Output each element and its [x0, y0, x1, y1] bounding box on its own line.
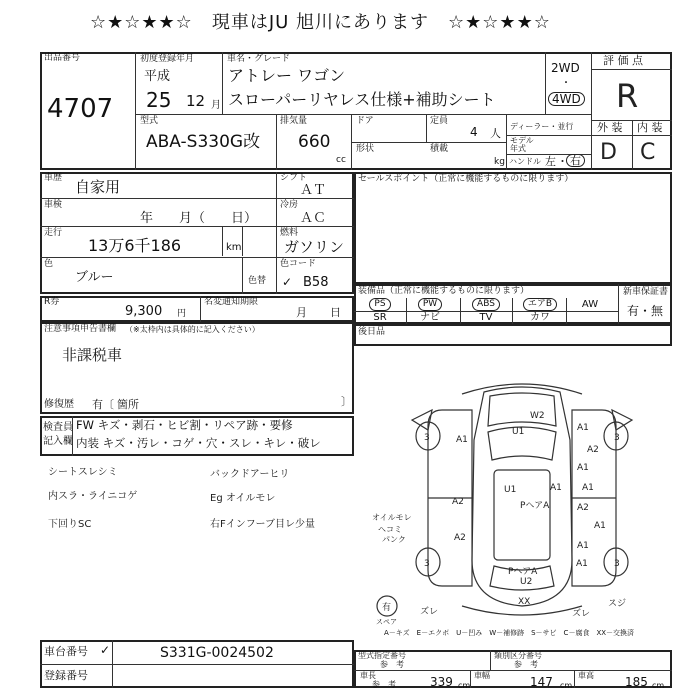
diagram-mark: ズレ	[572, 609, 591, 619]
color-change-label: 色替	[248, 276, 267, 286]
divider	[135, 114, 591, 115]
equip-ps-circled: PS	[369, 298, 390, 311]
fuel-value: ガソリン	[284, 238, 345, 256]
displacement-unit: cc	[336, 155, 346, 165]
remark-1: シートスレシミ	[48, 467, 118, 478]
car-name-line1: アトレー ワゴン	[228, 66, 346, 85]
diagram-mark: オイルモレ	[372, 513, 412, 522]
divider	[351, 142, 506, 143]
diagram-mark: PヘアA	[508, 567, 538, 577]
divider	[490, 650, 491, 670]
car-name-line2: スローパーリヤレス仕様+補助シート	[228, 90, 496, 109]
remark-5: Eg オイルモレ	[210, 493, 276, 504]
diagram-mark: A1	[577, 423, 589, 433]
diagram-mark: PヘアA	[520, 501, 550, 511]
diagram-mark: A1	[456, 435, 468, 445]
diagram-mark: A2	[587, 445, 599, 455]
hood	[488, 393, 556, 426]
chassis-check: ✓	[100, 643, 111, 657]
car-name-label: 車名・グレード	[227, 54, 291, 64]
diagram-mark: ズレ	[420, 607, 439, 617]
diagram-mark: A2	[577, 503, 589, 513]
usage-label: 車歴	[44, 173, 63, 183]
divider	[222, 52, 223, 114]
equip-airbag-circled: エアB	[523, 298, 557, 311]
color-code-value: B58	[303, 275, 329, 290]
lot-number: 4707	[47, 94, 114, 124]
divider	[406, 298, 407, 324]
reg-label: 登録番号	[44, 669, 88, 682]
divider	[200, 296, 201, 322]
lot-label: 出品番号	[44, 53, 81, 63]
rating-interior-label: 内 装	[637, 121, 663, 134]
divider	[591, 69, 672, 70]
new-warranty-label: 新車保証書	[623, 287, 669, 297]
notes-label: 注意事項申告書欄	[44, 324, 117, 334]
diagram-mark: スジ	[608, 599, 627, 609]
model-value: ABA-S330G改	[146, 132, 261, 152]
equip-airbag	[518, 298, 562, 311]
repair-value: 有〔	[92, 398, 114, 411]
divider	[566, 298, 567, 324]
divider	[40, 198, 354, 199]
rating-interior: C	[640, 140, 656, 165]
spec-length-unit: cm	[458, 681, 471, 690]
inspector-row2: 内装 キズ・汚レ・コゲ・穴・スレ・キレ・破レ	[76, 436, 321, 450]
spec-length-label: 車長	[360, 671, 376, 680]
handle-dot: ・	[557, 155, 568, 168]
color-code-label: 色コード	[280, 259, 317, 269]
first-reg-era: 平成	[144, 69, 171, 84]
divider	[470, 670, 471, 688]
dealer-label: ディーラー・並行	[510, 122, 574, 131]
capacity-value: 4	[470, 125, 478, 139]
repair-suffix: 箇所	[117, 398, 139, 411]
inspection-value: 年 月（ 日）	[140, 211, 258, 226]
repair-close: 〕	[341, 395, 352, 408]
handle-left: 左	[545, 155, 556, 168]
damage-diagram	[372, 380, 672, 625]
sales-point-box	[354, 172, 672, 284]
rating-label: 評 価 点	[603, 54, 643, 67]
first-reg-label: 初度登録年月	[140, 54, 195, 64]
diagram-mark: A1	[594, 521, 606, 531]
title-deadline-month: 月	[296, 306, 307, 319]
spec-length: 339	[430, 675, 453, 689]
recycle-unit: 円	[177, 309, 187, 319]
rating-overall: R	[616, 77, 639, 115]
divider	[632, 120, 633, 170]
divider	[512, 298, 513, 324]
diagram-mark: XX	[518, 597, 531, 607]
spec-height-unit: cm	[652, 681, 665, 690]
equip-leather: カワ	[530, 312, 550, 323]
divider	[72, 416, 73, 456]
new-warranty-value: 有・無	[627, 304, 664, 318]
diagram-mark: 3	[614, 559, 620, 569]
recycle-value: 9,300	[125, 304, 163, 319]
recycle-label: R券	[44, 297, 60, 307]
handle-right-circled: 右	[566, 154, 585, 167]
diagram-mark: A2	[452, 497, 464, 507]
capacity-label: 定員	[430, 116, 449, 126]
shape-label: 形状	[356, 144, 375, 154]
diagram-mark: U1	[504, 485, 517, 495]
spare-mark: 有	[382, 603, 392, 613]
title-deadline-day: 日	[330, 306, 341, 319]
doors-label: ドア	[356, 116, 374, 126]
equip-abs-circled: ABS	[472, 298, 500, 311]
diagram-mark: A1	[576, 559, 588, 569]
model-year-line2: 年式	[510, 144, 526, 153]
shift-label: シフト	[280, 173, 308, 183]
equip-navi: ナビ	[420, 312, 440, 323]
equipment-label: 装備品（正常に機能するものに限ります）	[358, 286, 530, 296]
drive-2wd: 2WD	[551, 61, 580, 75]
sales-point-label: セールスポイント（正常に機能するものに限ります）	[358, 174, 574, 184]
divider	[276, 172, 277, 294]
drive-4wd	[548, 92, 585, 106]
banner-text: ☆★☆★★☆ 現車はJU 旭川にあります ☆★☆★★☆	[90, 12, 551, 33]
equip-pw-circled: PW	[418, 298, 442, 311]
remark-6: 右Fインフーブ目レ少量	[210, 519, 315, 530]
spec-width-label: 車幅	[474, 671, 490, 680]
diagram-mark: A1	[550, 483, 562, 493]
title-deadline-label: 名変通知期限	[204, 297, 259, 307]
mileage-value: 13万6千186	[88, 236, 182, 255]
diagram-mark: A1	[577, 541, 589, 551]
spare-label: スペア	[376, 618, 397, 625]
rating-exterior-label: 外 装	[597, 121, 623, 134]
handle-label: ハンドル	[509, 157, 541, 166]
ac-label: 冷房	[280, 200, 299, 210]
diagram-mark: A2	[454, 533, 466, 543]
first-reg-month: 12	[186, 92, 206, 110]
color-check: ✓	[282, 275, 293, 289]
inspector-label1: 検査員	[43, 422, 73, 433]
equip-pw	[412, 298, 448, 311]
divider	[40, 664, 354, 665]
model-year-line1: モデル	[510, 136, 534, 145]
shift-value: ＡＴ	[300, 183, 327, 198]
divider	[135, 52, 136, 170]
aftermarket-label: 後日品	[358, 327, 386, 337]
divider	[506, 114, 507, 170]
diagram-mark: U2	[520, 577, 533, 587]
rear-bumper	[462, 606, 582, 615]
inspector-row1: FW キズ・剥石・ヒビ割・リペア跡・要修	[76, 418, 293, 432]
spec-width: 147	[530, 675, 553, 689]
diagram-mark: ヘコミ	[378, 525, 402, 534]
divider	[242, 226, 243, 256]
equip-abs	[466, 298, 506, 311]
divider	[591, 135, 672, 136]
mileage-unit: km	[226, 242, 242, 253]
diagram-mark: U1	[512, 427, 525, 437]
notes-section	[40, 322, 354, 414]
equip-ps	[362, 298, 398, 311]
roof	[494, 470, 550, 560]
remark-3: 下回りSC	[48, 519, 92, 530]
handle-right	[566, 154, 585, 167]
first-reg-month-unit: 月	[211, 100, 221, 111]
diagram-mark: 3	[614, 433, 620, 443]
chassis-label: 車台番号	[44, 645, 88, 658]
color-value: ブルー	[75, 270, 114, 285]
diagram-mark: A1	[577, 463, 589, 473]
chassis-value: S331G-0024502	[160, 645, 274, 661]
divider	[242, 257, 243, 294]
spec-class-no: 類別区分番号	[494, 651, 542, 660]
aftermarket-box	[354, 324, 672, 346]
divider	[426, 114, 427, 142]
divider	[545, 52, 546, 114]
equip-sr: SR	[373, 312, 387, 323]
drive-dot: ・	[561, 78, 571, 89]
equip-aw: AW	[581, 299, 599, 310]
capacity-unit: 人	[490, 127, 501, 140]
spec-ref-2: 参 考	[514, 660, 538, 669]
inspection-label: 車検	[44, 200, 63, 210]
divider	[618, 284, 619, 324]
displacement-value: 660	[298, 132, 331, 152]
usage-value: 自家用	[75, 178, 121, 196]
drive-4wd-circled: 4WD	[548, 92, 585, 106]
divider	[40, 226, 354, 227]
rating-exterior: D	[600, 140, 617, 165]
divider	[40, 257, 354, 258]
diagram-mark: 3	[424, 433, 430, 443]
notes-sub: （※太枠内は具体的に記入ください）	[125, 325, 260, 334]
first-reg-year: 25	[146, 88, 172, 112]
load-label: 積載	[430, 144, 449, 154]
color-label: 色	[44, 259, 54, 269]
diagram-mark: パンク	[382, 535, 406, 544]
divider	[354, 670, 672, 671]
repair-label: 修復歴	[44, 399, 74, 410]
spec-width-unit: cm	[560, 681, 573, 690]
divider	[460, 298, 461, 324]
inspector-label2: 記入欄	[43, 436, 73, 447]
spec-height-label: 車高	[578, 671, 594, 680]
spec-ref-1: 参 考	[380, 660, 404, 669]
remark-4: バックドアーヒリ	[210, 469, 290, 480]
spec-ref-3: 参 考	[372, 680, 396, 689]
diagram-mark: 3	[424, 559, 430, 569]
notes-handwritten: 非課税車	[62, 346, 123, 364]
divider	[574, 670, 575, 688]
spec-height: 185	[625, 675, 648, 689]
damage-legend: A－キズ E－エクボ U－凹み W－補修跡 S－サビ C－腐食 XX－交換済	[384, 629, 635, 637]
diagram-mark: A1	[582, 483, 594, 493]
equip-tv: TV	[479, 312, 493, 323]
spec-model-desig: 型式指定番号	[358, 651, 406, 660]
fuel-label: 燃料	[280, 228, 299, 238]
ac-value: ＡＣ	[300, 211, 327, 226]
diagram-mark: W2	[530, 411, 545, 421]
displacement-label: 排気量	[280, 116, 308, 126]
divider	[222, 226, 223, 256]
mileage-label: 走行	[44, 228, 63, 238]
load-unit: kg	[494, 157, 505, 167]
divider	[276, 114, 277, 170]
remark-2: 内スラ・ライニコゲ	[48, 491, 138, 502]
model-label: 型式	[140, 116, 159, 126]
